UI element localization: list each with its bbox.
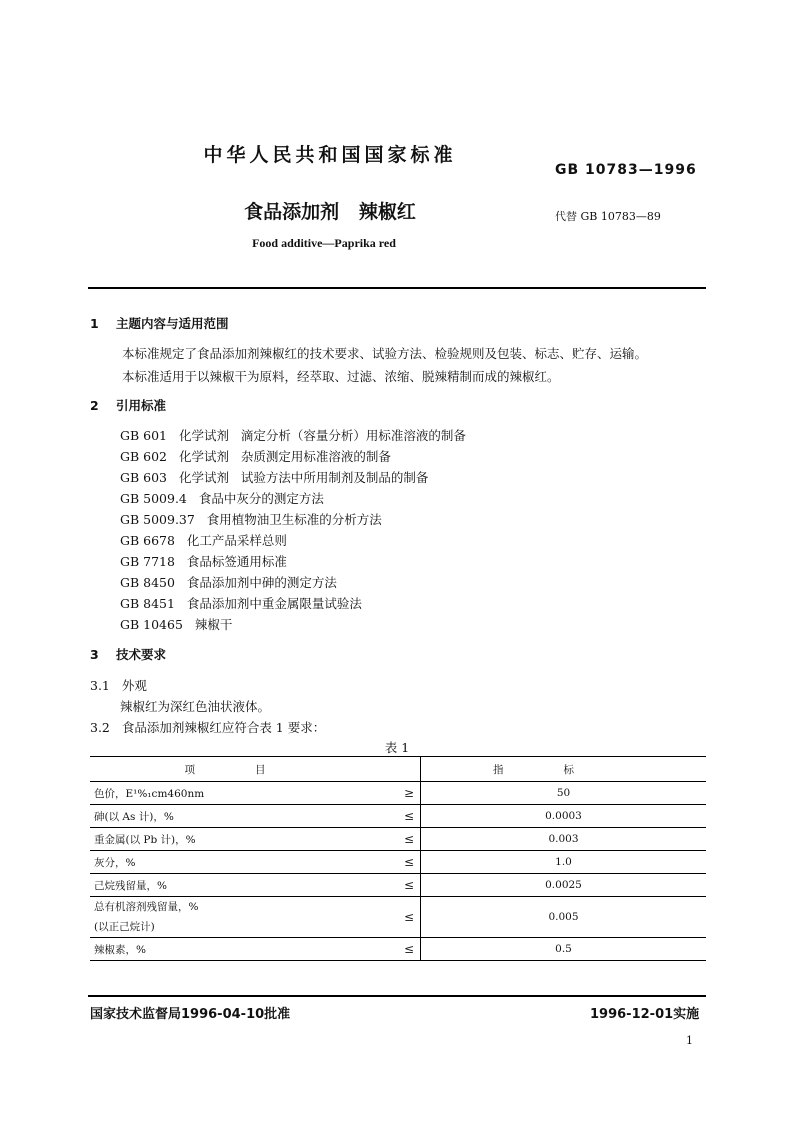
- row-item: 色价，E¹%₁cm460nm: [90, 782, 398, 805]
- row-value: 50: [421, 782, 707, 805]
- page-number: 1: [686, 1034, 693, 1047]
- row-value: 0.0025: [421, 874, 707, 897]
- subsection-3-2-number: 3.2: [90, 720, 110, 735]
- subsection-3-2-text: 食品添加剂辣椒红应符合表 1 要求：: [121, 720, 326, 735]
- row-operator: ≥: [398, 782, 421, 805]
- row-operator: ≤: [398, 938, 421, 961]
- section-3-title: 技术要求: [116, 647, 167, 662]
- reference-code: GB 602: [120, 449, 168, 464]
- table-header-row: [90, 757, 706, 782]
- subsection-3-2: [90, 718, 325, 736]
- reference-code: GB 6678: [120, 533, 175, 548]
- row-value: 0.003: [421, 828, 707, 851]
- table-row: [90, 805, 706, 828]
- reference-text: 化工产品采样总则: [186, 533, 287, 548]
- reference-code: GB 8451: [120, 596, 175, 611]
- reference-item: [120, 447, 391, 465]
- reference-item: [120, 510, 382, 528]
- header-item: 项目: [90, 757, 421, 782]
- table-row: [90, 874, 706, 897]
- table-caption: 表 1: [384, 740, 410, 755]
- reference-text: 化学试剂 滴定分析（容量分析）用标准溶液的制备: [178, 428, 466, 443]
- section-3-number: 3: [90, 647, 99, 662]
- subsection-3-1: [90, 676, 147, 694]
- row-item: 重金属(以 Pb 计)，%: [90, 828, 398, 851]
- row-operator: ≤: [398, 805, 421, 828]
- section-1-paragraph-2: 本标准适用于以辣椒干为原料，经萃取、过滤、浓缩、脱辣精制而成的辣椒红。: [122, 369, 560, 384]
- row-item: 灰分，%: [90, 851, 398, 874]
- footer-divider: [88, 995, 706, 997]
- reference-code: GB 7718: [120, 554, 175, 569]
- row-operator: ≤: [398, 897, 421, 938]
- section-2-heading: [90, 396, 166, 414]
- table-row: [90, 938, 706, 961]
- reference-text: 化学试剂 杂质测定用标准溶液的制备: [178, 449, 391, 464]
- approval-date: 国家技术监督局1996-04-10批准: [90, 1007, 291, 1022]
- row-operator: ≤: [398, 828, 421, 851]
- reference-item: [120, 531, 287, 549]
- subsection-3-1-title: 外观: [121, 678, 147, 693]
- row-item: 己烷残留量，%: [90, 874, 398, 897]
- reference-item: [120, 468, 428, 486]
- table-row: [90, 897, 706, 938]
- reference-code: GB 5009.4: [120, 491, 187, 506]
- row-value: 0.0003: [421, 805, 707, 828]
- standard-number: GB 10783—1996: [555, 162, 697, 178]
- table-row: [90, 828, 706, 851]
- spec-table: [90, 756, 706, 961]
- reference-text: 食用植物油卫生标准的分析方法: [206, 512, 382, 527]
- reference-code: GB 8450: [120, 575, 175, 590]
- row-item-line-1: 总有机溶剂残留量，%: [94, 901, 199, 913]
- row-operator: ≤: [398, 851, 421, 874]
- reference-code: GB 5009.37: [120, 512, 195, 527]
- row-value: 0.005: [421, 897, 707, 938]
- reference-text: 食品添加剂中砷的测定方法: [186, 575, 337, 590]
- appearance-text: 辣椒红为深红色油状液体。: [120, 699, 271, 714]
- reference-code: GB 10465: [120, 617, 183, 632]
- row-item: 辣椒素，%: [90, 938, 398, 961]
- reference-item: [120, 489, 324, 507]
- document-title: 食品添加剂 辣椒红: [244, 201, 416, 223]
- reference-text: 化学试剂 试验方法中所用制剂及制品的制备: [178, 470, 429, 485]
- subsection-3-1-number: 3.1: [90, 678, 110, 693]
- reference-item: [120, 615, 232, 633]
- row-item: 砷(以 As 计)，%: [90, 805, 398, 828]
- reference-text: 食品中灰分的测定方法: [198, 491, 324, 506]
- row-value: 0.5: [421, 938, 707, 961]
- row-operator: ≤: [398, 874, 421, 897]
- reference-text: 食品添加剂中重金属限量试验法: [186, 596, 362, 611]
- effective-date: 1996-12-01实施: [590, 1007, 700, 1022]
- reference-item: [120, 426, 466, 444]
- section-3-heading: [90, 645, 166, 663]
- table-row: [90, 851, 706, 874]
- section-1-paragraph-1: 本标准规定了食品添加剂辣椒红的技术要求、试验方法、检验规则及包装、标志、贮存、运输。: [122, 346, 648, 361]
- section-2-number: 2: [90, 398, 99, 413]
- header-divider: [88, 287, 706, 289]
- header-value: 指标: [421, 757, 707, 782]
- reference-item: [120, 573, 337, 591]
- section-1-heading: [90, 314, 229, 332]
- replaces-note: 代替 GB 10783—89: [555, 210, 661, 223]
- section-1-title: 主题内容与适用范围: [116, 316, 229, 331]
- row-item-line-2: (以正己烷计): [94, 921, 155, 933]
- reference-item: [120, 552, 287, 570]
- english-title: Food additive—Paprika red: [252, 236, 396, 250]
- section-1-number: 1: [90, 316, 99, 331]
- reference-code: GB 601: [120, 428, 168, 443]
- reference-text: 辣椒干: [194, 617, 233, 632]
- row-item: [90, 897, 398, 938]
- reference-text: 食品标签通用标准: [186, 554, 287, 569]
- table-row: [90, 782, 706, 805]
- reference-item: [120, 594, 362, 612]
- reference-code: GB 603: [120, 470, 168, 485]
- row-value: 1.0: [421, 851, 707, 874]
- section-2-title: 引用标准: [116, 398, 167, 413]
- national-standard-title: 中华人民共和国国家标准: [203, 144, 457, 166]
